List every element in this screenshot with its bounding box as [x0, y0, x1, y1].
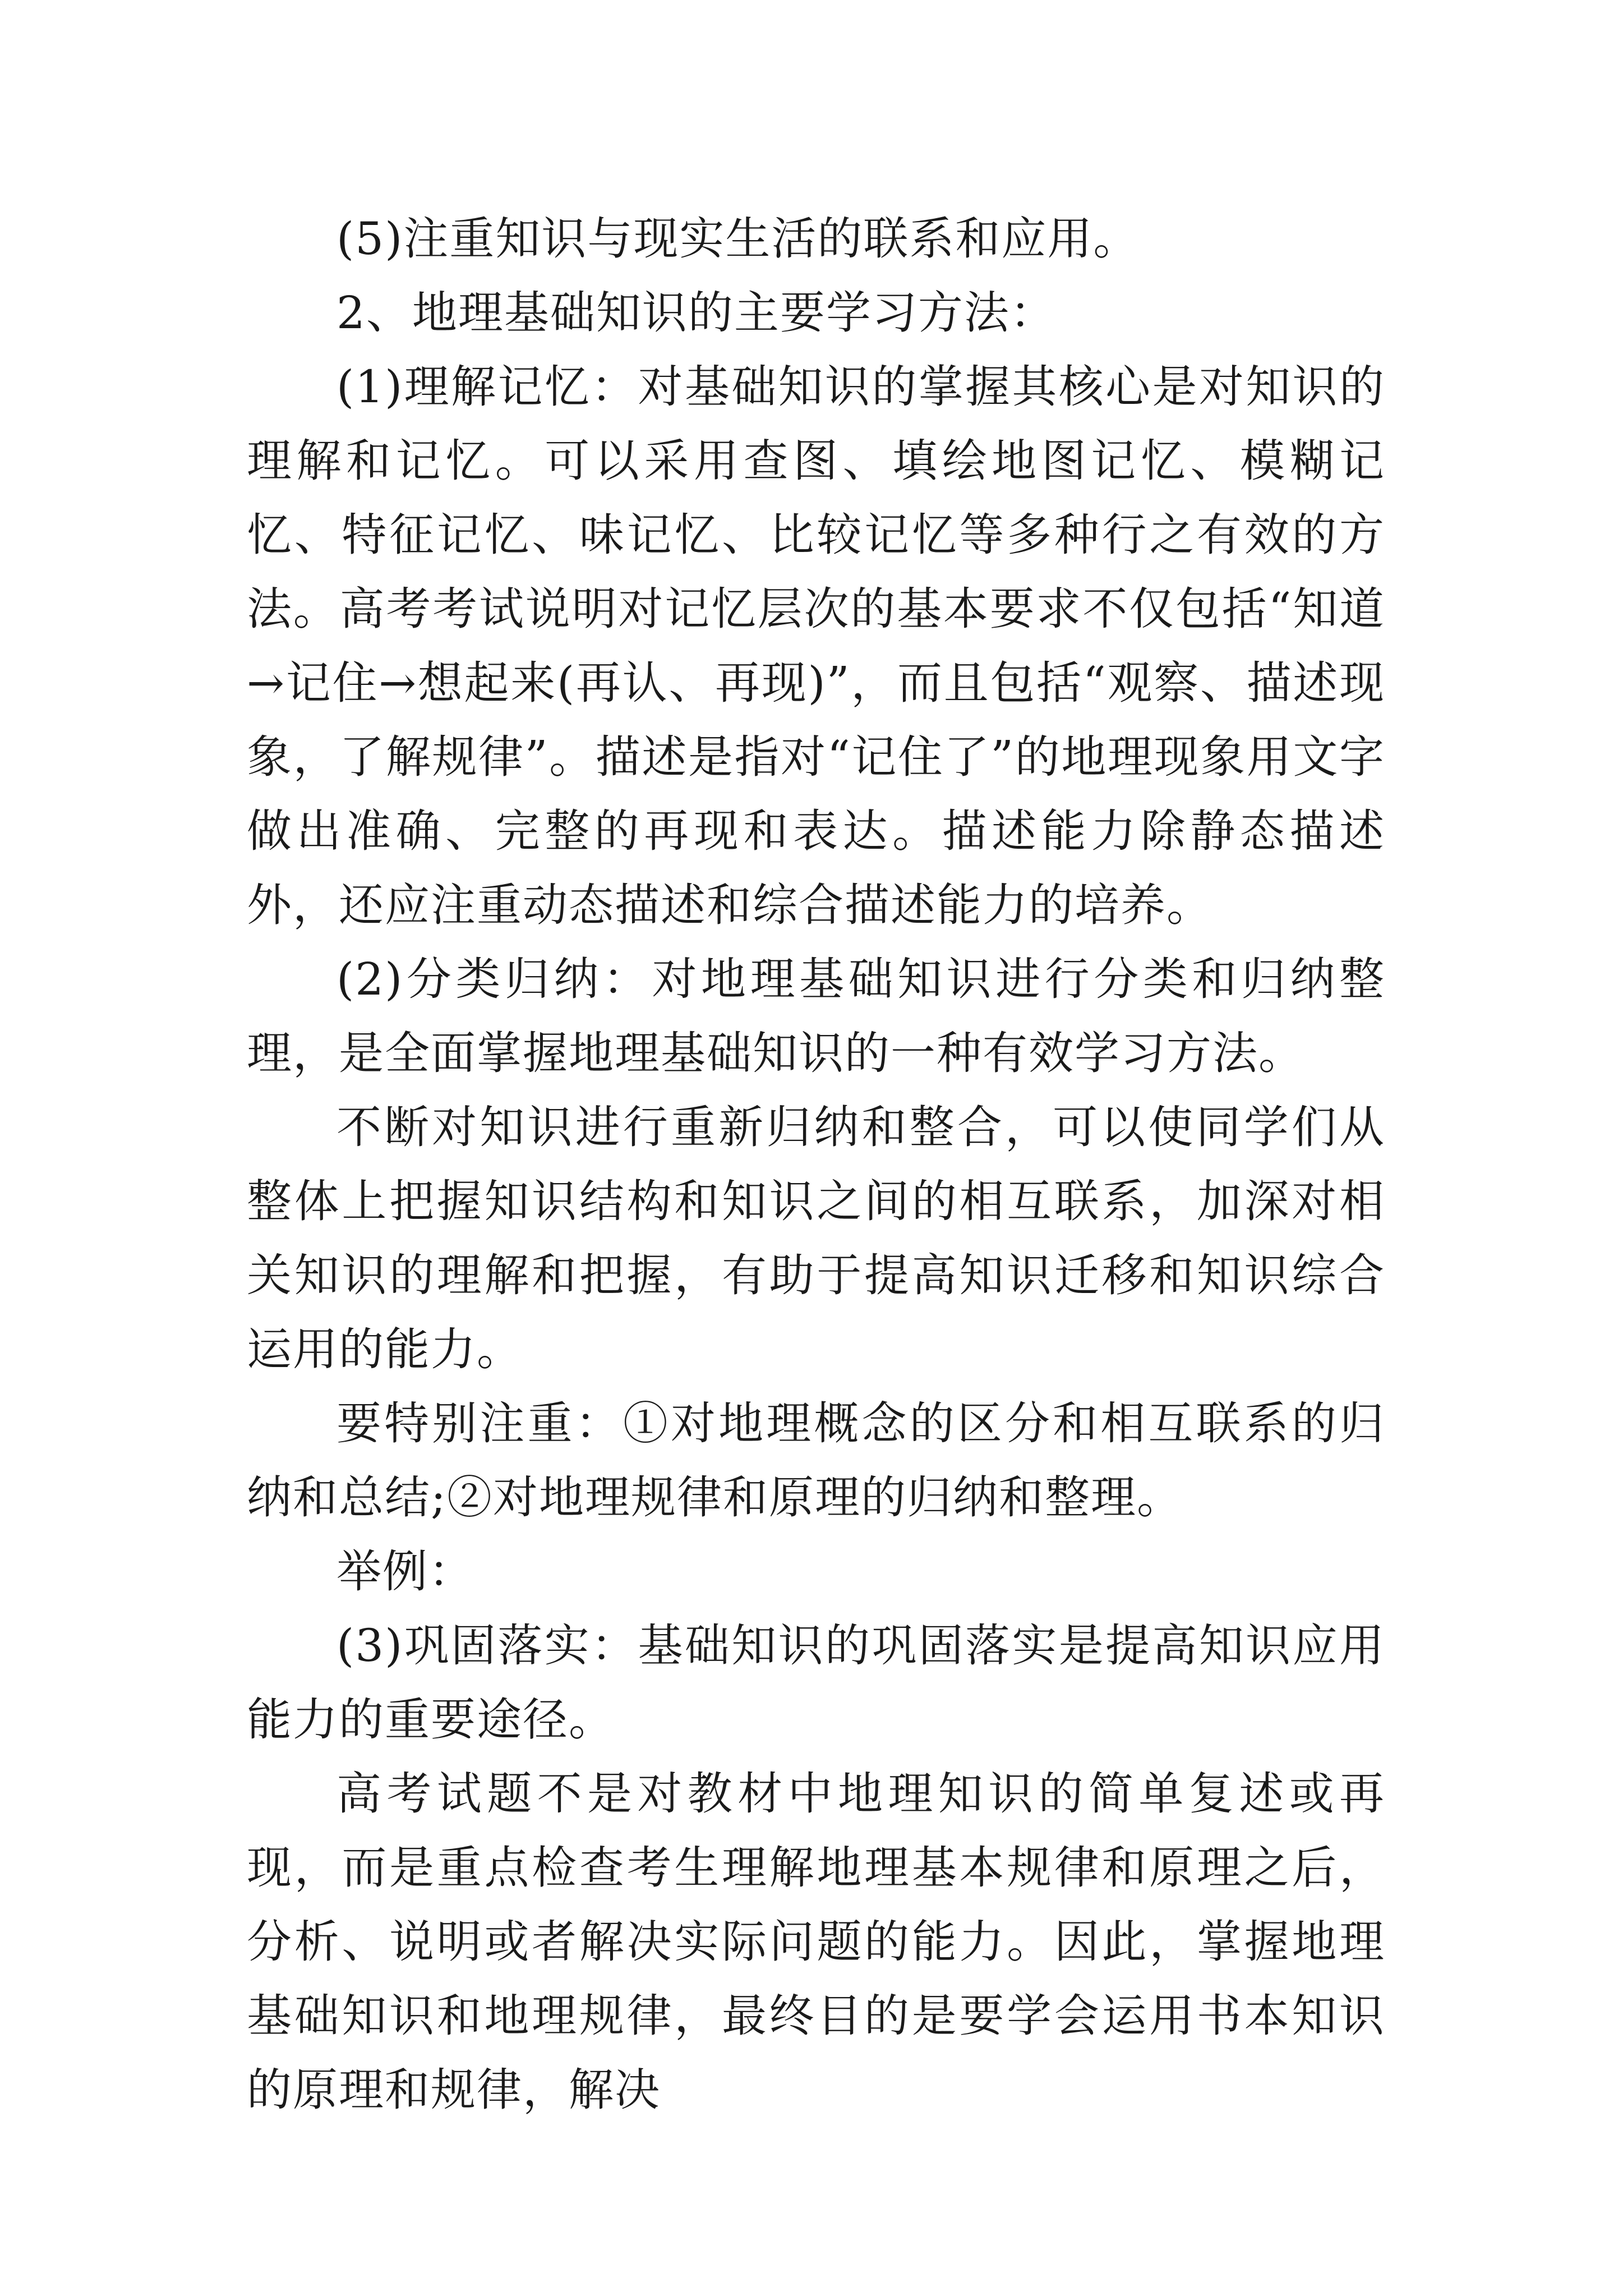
paragraph-reorganize-knowledge: 不断对知识进行重新归纳和整合，可以使同学们从整体上把握知识结构和知识之间的相互联系，加深对相关知识的理解和把握，有助于提高知识迁移和知识综合运用的能力。: [247, 1101, 1385, 1375]
paragraph-exam-questions: 高考试题不是对教材中地理知识的简单复述或再现，而是重点检查考生理解地理基本规律和原理之后，分析、说明或者解决实际问题的能力。因此，掌握地理基础知识和地理规律，最终目的是要学会运用书本知识的原理和规律，解决: [247, 1768, 1385, 2116]
paragraph-classification: (2)分类归纳：对地理基础知识进行分类和归纳整理，是全面掌握地理基础知识的一种有效学习方法。: [247, 953, 1385, 1079]
paragraph-example-label: 举例：: [336, 1545, 474, 1598]
paragraph-special-attention: 要特别注重：①对地理概念的区分和相互联系的归纳和总结;②对地理规律和原理的归纳和整理。: [247, 1397, 1385, 1524]
paragraph-understanding-memory: (1)理解记忆：对基础知识的掌握其核心是对知识的理解和记忆。可以采用查图、填绘地图记忆、模糊记忆、特征记忆、味记忆、比较记忆等多种行之有效的方法。高考考试说明对记忆层次的基本要求不仅包括“知道→记住→想起来(再认、再现)”，而且包括“观察、描述现象，了解规律”。描述是指对“记住了”的地理现象用文字做出准确、完整的再现和表达。描述能力除静态描述外，还应注重动态描述和综合描述能力的培养。: [247, 361, 1385, 931]
paragraph-section-2-heading: 2、地理基础知识的主要学习方法：: [336, 287, 1056, 339]
paragraph-consolidation: (3)巩固落实：基础知识的巩固落实是提高知识应用能力的重要途径。: [247, 1619, 1385, 1746]
paragraph-point-5: (5)注重知识与现实生活的联系和应用。: [336, 213, 1140, 265]
document-body: [247, 202, 1385, 2127]
